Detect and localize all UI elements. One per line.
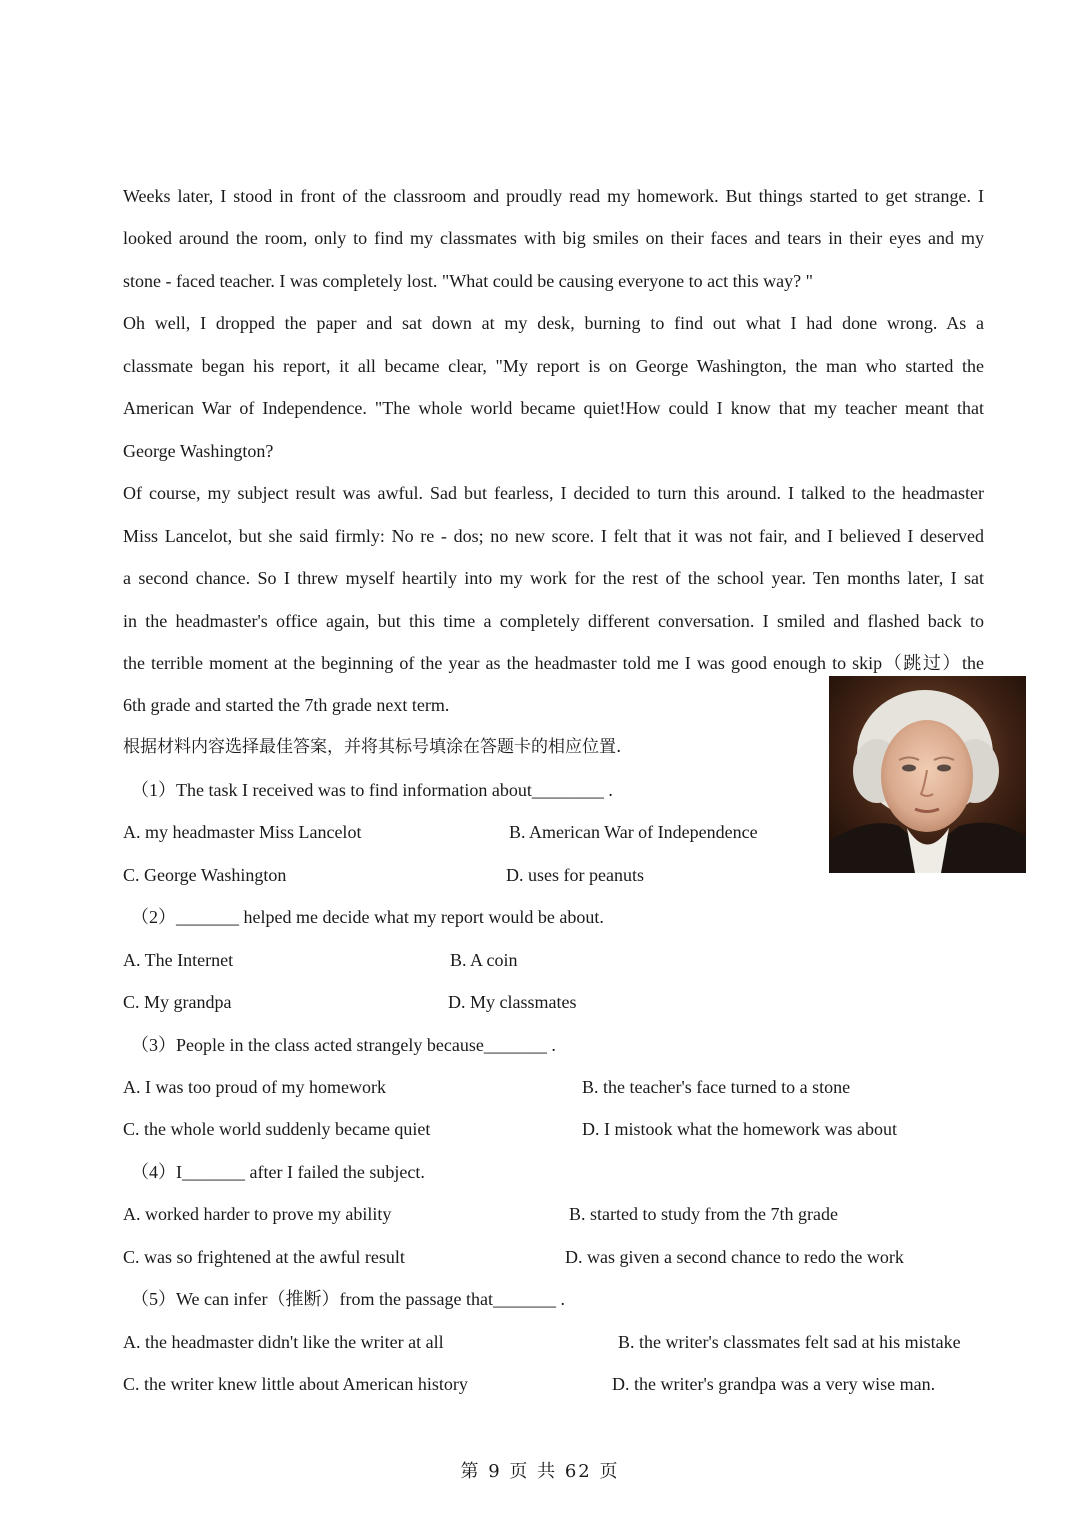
passage-line: a second chance. So I threw myself heartily into my work for the rest of the school year. Ten months later, I sat — [123, 568, 984, 588]
passage-line: the terrible moment at the beginning of the year as the headmaster told me I was good enough to skip（跳过）the — [123, 653, 984, 673]
question-stem: （5）We can infer（推断）from the passage that_______ . — [131, 1289, 565, 1309]
portrait-illustration — [829, 676, 1026, 873]
option-b: B. started to study from the 7th grade — [569, 1204, 838, 1224]
option-a: A. my headmaster Miss Lancelot — [123, 822, 362, 842]
george-washington-portrait — [829, 676, 1026, 873]
option-b: B. American War of Independence — [509, 822, 758, 842]
passage-line: Oh well, I dropped the paper and sat down at my desk, burning to find out what I had done wrong. As a — [123, 313, 984, 333]
passage-line: George Washington? — [123, 441, 274, 461]
question-stem: （2）_______ helped me decide what my report would be about. — [131, 907, 604, 927]
option-c: C. the writer knew little about American history — [123, 1374, 468, 1394]
option-b: B. A coin — [450, 950, 518, 970]
instruction-text: 根据材料内容选择最佳答案，并将其标号填涂在答题卡的相应位置. — [123, 737, 622, 757]
question-stem: （3）People in the class acted strangely because_______ . — [131, 1035, 556, 1055]
question-stem: （1）The task I received was to find information about________ . — [131, 780, 613, 800]
option-c: C. the whole world suddenly became quiet — [123, 1119, 431, 1139]
option-a: A. The Internet — [123, 950, 234, 970]
passage-line: classmate began his report, it all became clear, "My report is on George Washington, the man who started the — [123, 356, 984, 376]
passage-line: looked around the room, only to find my classmates with big smiles on their faces and tears in their eyes and my — [123, 228, 984, 248]
question-stem: （4）I_______ after I failed the subject. — [131, 1162, 425, 1182]
passage-line: 6th grade and started the 7th grade next term. — [123, 695, 450, 715]
page-number-footer: 第 9 页 共 62 页 — [460, 1461, 620, 1482]
option-c: C. was so frightened at the awful result — [123, 1247, 405, 1267]
option-c: C. George Washington — [123, 865, 287, 885]
option-a: A. I was too proud of my homework — [123, 1077, 386, 1097]
option-b: B. the writer's classmates felt sad at his mistake — [618, 1332, 961, 1352]
option-a: A. worked harder to prove my ability — [123, 1204, 392, 1224]
passage-line: American War of Independence. "The whole world became quiet!How could I know that my teacher meant that — [123, 398, 984, 418]
option-b: B. the teacher's face turned to a stone — [582, 1077, 851, 1097]
option-d: D. was given a second chance to redo the work — [565, 1247, 904, 1267]
passage-line: Of course, my subject result was awful. Sad but fearless, I decided to turn this around. I talked to the headmaster — [123, 483, 984, 503]
option-d: D. My classmates — [448, 992, 577, 1012]
option-d: D. I mistook what the homework was about — [582, 1119, 897, 1139]
option-d: D. the writer's grandpa was a very wise man. — [612, 1374, 936, 1394]
passage-line: stone - faced teacher. I was completely lost. "What could be causing everyone to act this way? " — [123, 271, 813, 291]
option-d: D. uses for peanuts — [506, 865, 644, 885]
passage-line: Weeks later, I stood in front of the classroom and proudly read my homework. But things started to get strange. I — [123, 186, 984, 206]
option-a: A. the headmaster didn't like the writer at all — [123, 1332, 444, 1352]
option-c: C. My grandpa — [123, 992, 232, 1012]
passage-line: in the headmaster's office again, but this time a completely different conversation. I smiled and flashed back to — [123, 611, 984, 631]
passage-line: Miss Lancelot, but she said firmly: No re - dos; no new score. I felt that it was not fair, and I believed I deserved — [123, 526, 984, 546]
